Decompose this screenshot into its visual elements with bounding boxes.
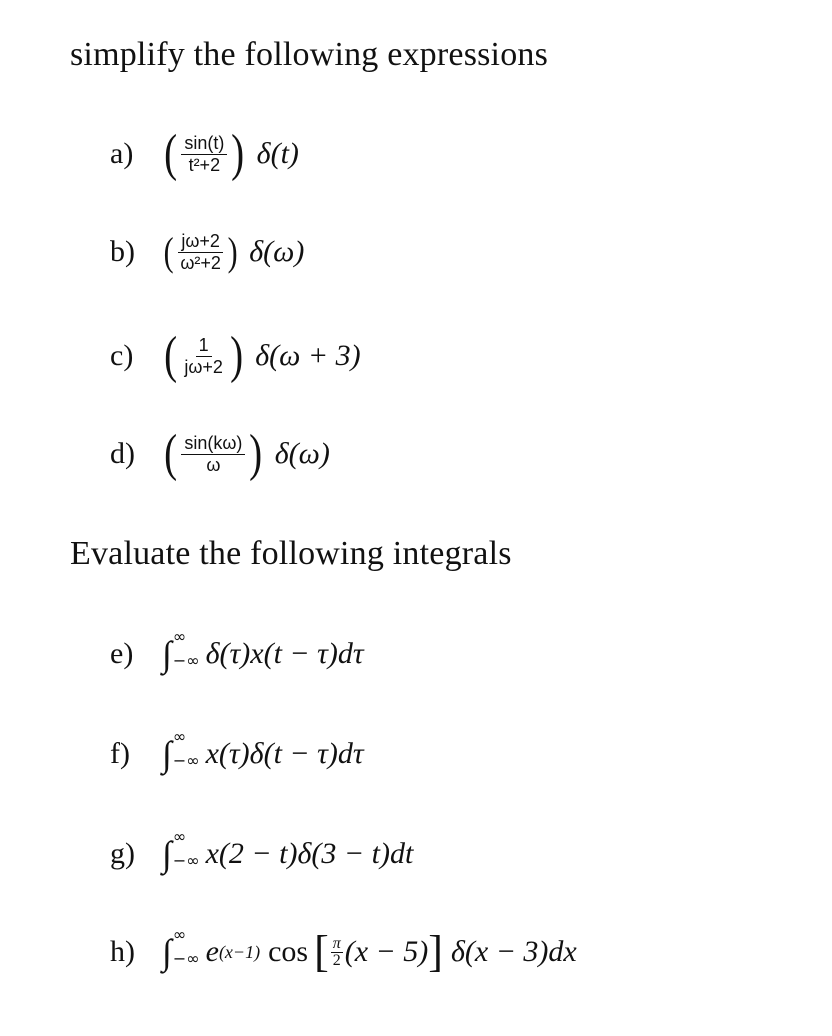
item-label: a) [110, 137, 134, 170]
right-paren: ) [231, 125, 245, 182]
item-label: d) [110, 437, 135, 470]
fraction [181, 434, 245, 475]
lower-limit: −∞ [172, 949, 200, 968]
delta-term: δ(ω) [274, 437, 330, 470]
pi-over-two [331, 936, 343, 969]
numerator: sin(kω) [181, 434, 245, 455]
cos-function: cos [268, 935, 309, 968]
right-paren: ) [230, 327, 244, 384]
fraction [181, 336, 226, 377]
numerator: π [332, 934, 341, 952]
integral-limits [172, 925, 200, 968]
integral-limits [172, 627, 200, 670]
integral-symbol: ∫ [162, 834, 172, 874]
integral-symbol: ∫ [162, 634, 172, 674]
integral-sign [162, 925, 200, 972]
lower-limit: −∞ [172, 751, 200, 770]
integral-limits [172, 827, 200, 870]
cos-argument: (x − 5) [344, 935, 429, 968]
item-label: b) [110, 235, 135, 269]
right-paren: ) [227, 229, 238, 275]
left-paren: ( [164, 125, 178, 182]
exp-base: e [205, 935, 219, 968]
fraction [181, 134, 227, 175]
delta-term: δ(x − 3)dx [450, 935, 577, 968]
numerator: jω+2 [178, 232, 223, 253]
upper-limit: ∞ [172, 925, 187, 945]
delta-term: δ(ω + 3) [255, 339, 361, 372]
integral-sign [162, 727, 200, 774]
left-paren: ( [164, 327, 178, 384]
item-label: h) [110, 935, 135, 968]
integral-limits [172, 727, 200, 770]
expression-d [110, 425, 330, 482]
exp-exponent: (x−1) [218, 941, 261, 962]
delta-term: δ(t) [256, 137, 299, 170]
lower-limit: −∞ [172, 851, 200, 870]
expression-a [110, 125, 299, 182]
item-label: c) [110, 339, 134, 372]
integrand: x(τ)δ(t − τ)dτ [205, 737, 364, 770]
left-bracket: [ [314, 927, 329, 976]
numerator: sin(t) [181, 134, 227, 155]
upper-limit: ∞ [172, 827, 187, 847]
integral-h [110, 925, 577, 976]
numerator: 1 [196, 336, 212, 357]
item-label: f) [110, 737, 130, 770]
denominator: ω [206, 454, 221, 475]
evaluate-heading: Evaluate the following integrals [70, 535, 512, 572]
expression-c [110, 327, 361, 384]
expression-b [110, 229, 305, 275]
denominator: ω²+2 [180, 252, 221, 273]
integral-symbol: ∫ [162, 932, 172, 972]
denominator: 2 [332, 951, 341, 969]
fraction [177, 232, 224, 273]
integral-sign [162, 627, 200, 674]
denominator: jω+2 [184, 356, 223, 377]
right-bracket: ] [428, 927, 443, 976]
integrand: x(2 − t)δ(3 − t)dt [205, 837, 414, 870]
upper-limit: ∞ [172, 727, 187, 747]
integral-symbol: ∫ [162, 734, 172, 774]
item-label: g) [110, 837, 135, 870]
integral-sign [162, 827, 200, 874]
integrand: δ(τ)x(t − τ)dτ [205, 637, 364, 670]
right-paren: ) [249, 425, 263, 482]
upper-limit: ∞ [172, 627, 187, 647]
integral-e [110, 627, 364, 674]
integral-f [110, 727, 364, 774]
left-paren: ( [163, 229, 174, 275]
left-paren: ( [164, 425, 178, 482]
lower-limit: −∞ [172, 651, 200, 670]
integral-g [110, 827, 414, 874]
item-label: e) [110, 637, 134, 670]
delta-term: δ(ω) [249, 235, 305, 269]
simplify-heading: simplify the following expressions [70, 36, 549, 73]
denominator: t²+2 [188, 154, 221, 175]
